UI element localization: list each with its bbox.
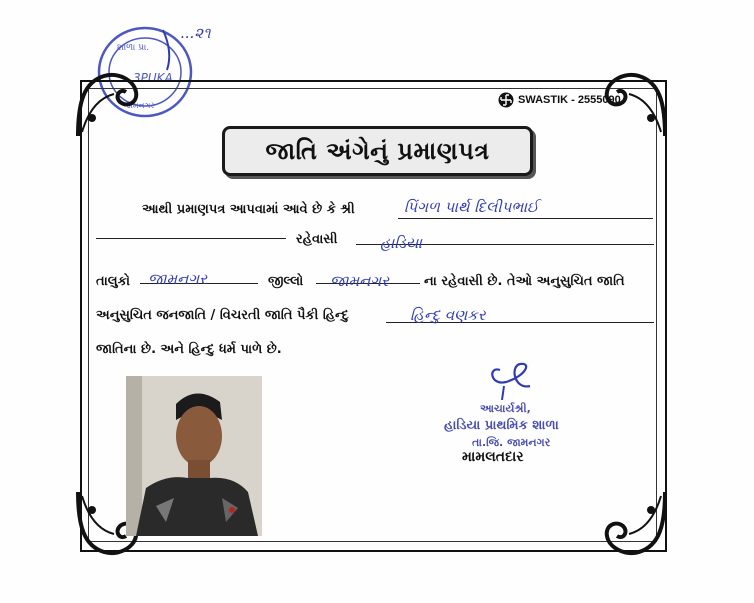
- svg-text:જામનગર: જામનગર: [123, 101, 155, 110]
- swastik-emblem-icon: [498, 92, 514, 108]
- publisher-mark: [498, 92, 621, 108]
- residence-rule-left: [96, 238, 286, 239]
- certificate-title: જાતિ અંગેનું પ્રમાણપત્ર: [222, 126, 533, 176]
- line4-prefix: અનુસુચિત જનજાતિ / વિચરતી જાતિ પૈકી હિન્દુ: [96, 308, 349, 323]
- svg-text:શાળા પ્રા.: શાળા પ્રા.: [117, 43, 150, 53]
- corner-ornament-icon: [601, 488, 669, 556]
- name-rule: [398, 218, 653, 219]
- corner-ornament-icon: [74, 72, 142, 140]
- line1-prefix: આથી પ્રમાણપત્ર આપવામાં આવે છે કે શ્રી: [142, 202, 355, 217]
- stamp-line-3: તા.જિ. જામનગર: [472, 436, 551, 449]
- residence-label: રહેવાસી: [296, 232, 338, 247]
- district-value: જામનગર: [330, 272, 390, 290]
- stamp-line-1: આચાર્યશ્રી,: [480, 402, 531, 415]
- line3-suffix: ના રહેવાસી છે. તેઓ અનુસુચિત જાતિ: [424, 274, 625, 289]
- taluka-value: જામનગર: [148, 270, 208, 288]
- district-label: જીલ્લો: [268, 274, 304, 289]
- line5: જાતિના છે. અને હિન્દુ ધર્મ પાળે છે.: [96, 342, 282, 357]
- designation-label: મામલતદાર: [462, 449, 524, 465]
- residence-value: હાડિયા: [380, 234, 422, 252]
- name-value: પિંગળ પાર્થ દિલીપભાઈ: [404, 198, 539, 216]
- student-photo: [126, 376, 262, 536]
- svg-text:3PUKA: 3PUKA: [133, 71, 173, 85]
- caste-value: હિન્દુ વણકર: [410, 306, 486, 324]
- taluka-label: તાલુકો: [96, 274, 131, 289]
- seal-handwritten-note: ...૨૧: [180, 24, 211, 42]
- stamp-line-2: હાડિયા પ્રાથમિક શાળા: [444, 418, 559, 433]
- publisher-text: SWASTIK - 2555090: [518, 94, 621, 106]
